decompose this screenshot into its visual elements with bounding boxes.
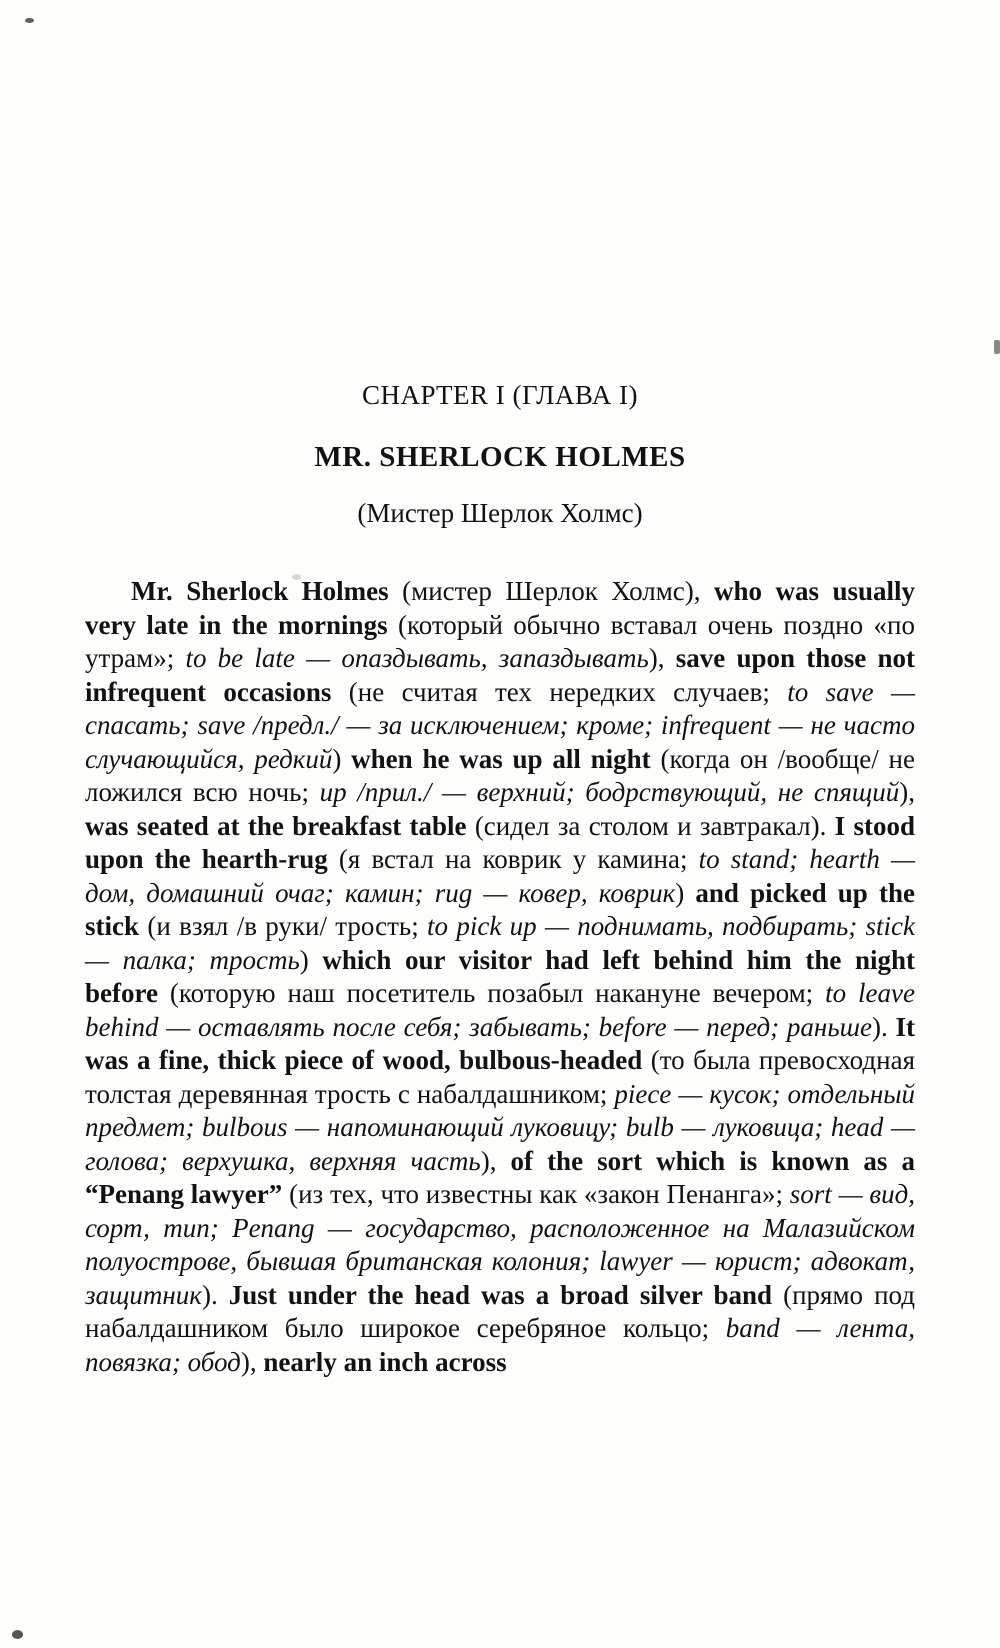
- title-translation: (Мистер Шерлок Холмс): [357, 498, 643, 528]
- chapter-title: CHAPTER I (ГЛАВА I): [362, 380, 638, 410]
- book-title: MR. SHERLOCK HOLMES: [314, 441, 686, 473]
- paragraph: Mr. Sherlock Holmes (мистер Шерлок Холмс), who was usually very late in the mornings (который обычно вставал очень поздно «по утрам»; to be late — опаздывать, запаздывать), save upon those not infrequent occasions (не считая тех нередких случаев; to save — спасать; save /предл./ — за исключением; кроме; infrequent — не часто случающийся, редкий) when he was up all night (когда он /вообще/ не ложился всю ночь; up /прил./ — верхний; бодрствующий, не спящий), was seated at the breakfast table (сидел за столом и завтракал). I stood upon the hearth-rug (я встал на коврик у камина; to stand; hearth — дом, домашний очаг; камин; rug — ковер, коврик) and picked up the stick (и взял /в руки/ трость; to pick up — поднимать, подбирать; stick — палка; трость) which our visitor had left behind him the night before (которую наш посетитель позабыл накануне вечером; to leave behind — оставлять после себя; забывать; before — перед; раньше). It was a fine, thick piece of wood, bulbous-headed (то была превосходная толстая деревянная трость с набалдашником; piece — кусок; отдельный предмет; bulbous — напоминающий луковицу; bulb — луковица; head — голова; верхушка, верхняя часть), of the sort which is known as a “Penang lawyer” (из тех, что известны как «закон Пенанга»; sort — вид, сорт, тип; Penang — государство, расположенное на Малазийском полуострове, бывшая британская колония; lawyer — юрист; адвокат, защитник). Just under the head was a broad silver band (прямо под набалдашником было широкое серебряное кольцо; band — лента, повязка; обод), nearly an inch across: [85, 576, 916, 1377]
- scan-artifact-bottom-left: [12, 1630, 23, 1639]
